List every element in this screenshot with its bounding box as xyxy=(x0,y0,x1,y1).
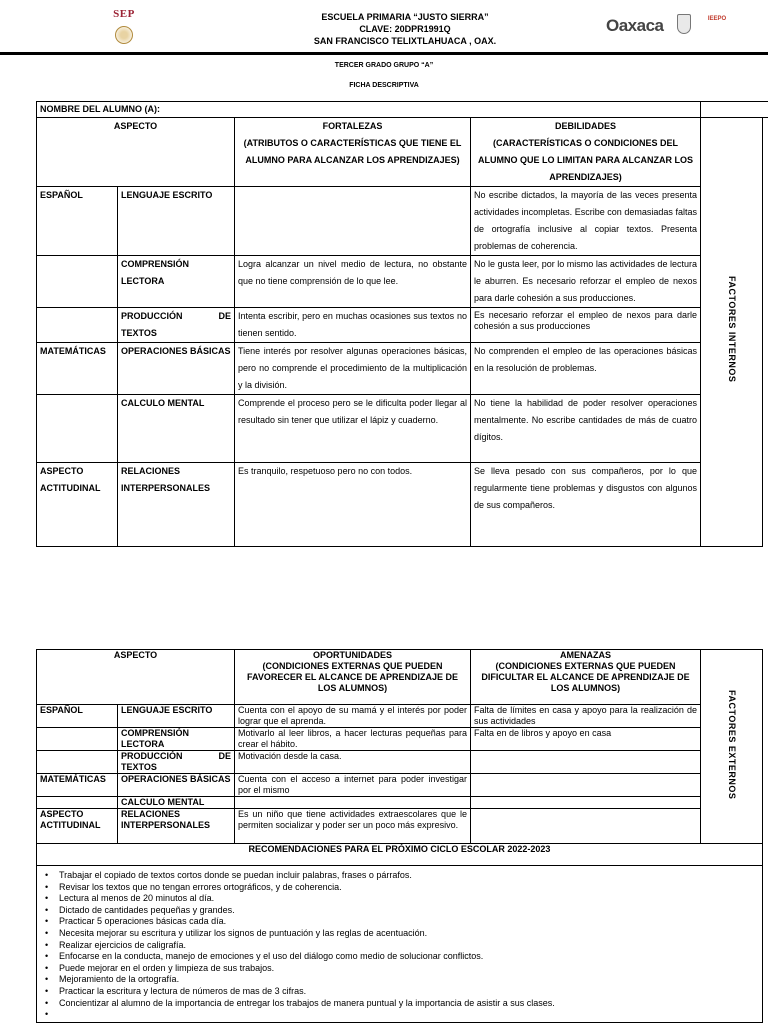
area-empty xyxy=(37,751,118,774)
header-weaknesses xyxy=(471,118,701,187)
sub-operaciones: OPERACIONES BÁSICAS xyxy=(118,774,235,797)
recommendation-item: • Concientizar al alumno de la importancia de entregar los trabajos de manera puntual y la importancia de asistir a sus clases. xyxy=(59,998,754,1010)
school-location: SAN FRANCISCO TELIXTLAHUACA , OAX. xyxy=(313,36,497,46)
opportunity-cell: Motivación desde la casa. xyxy=(235,751,471,774)
weakness-cell: Es necesario reforzar el empleo de nexos para darle cohesión a sus producciones xyxy=(471,308,701,343)
area-matematicas: MATEMÁTICAS xyxy=(37,343,118,395)
weakness-cell: No comprenden el empleo de las operaciones básicas en la resolución de problemas. xyxy=(471,343,701,395)
recommendation-item: • Puede mejorar en el orden y limpieza de sus trabajos. xyxy=(59,963,754,975)
weakness-cell: No escribe dictados, la mayoría de las veces presenta actividades incompletas. Escribe con demasiadas faltas de ortografía inclusive al copiar textos. Presenta problemas de coherencia. xyxy=(471,187,701,256)
sub-operaciones: OPERACIONES BÁSICAS xyxy=(118,343,235,395)
weakness-cell: No le gusta leer, por lo mismo las actividades de lectura le aburren. Es necesario reforzar el empleo de nexos para darle cohesión a sus producciones. xyxy=(471,256,701,308)
internal-side-cell xyxy=(701,118,763,547)
school-name: ESCUELA PRIMARIA “JUSTO SIERRA” xyxy=(321,12,489,22)
header-divider xyxy=(0,52,768,55)
opportunities-title: OPORTUNIDADES xyxy=(312,650,392,660)
area-espanol: ESPAÑOL xyxy=(37,705,118,728)
area-empty xyxy=(37,728,118,751)
weaknesses-title: DEBILIDADES xyxy=(554,121,616,131)
opportunity-cell: Motivarlo al leer libros, a hacer lecturas pequeñas para crear el hábito. xyxy=(235,728,471,751)
sub-comprension: COMPRENSIÓN LECTORA xyxy=(118,256,235,308)
weaknesses-desc: (CARACTERÍSTICAS O CONDICIONES DEL ALUMNO QUE LO LIMITAN PARA ALCANZAR LOS APRENDIZAJES) xyxy=(478,138,693,182)
threat-cell: Falta en de libros y apoyo en casa xyxy=(471,728,701,751)
strength-cell: Tiene interés por resolver algunas operaciones básicas, pero no comprende el procedimiento de la multiplicación y la división. xyxy=(235,343,471,395)
weakness-cell: Se lleva pesado con sus compañeros, por lo que regularmente tiene problemas y disgustos con algunos de sus compañeros. xyxy=(471,463,701,547)
recommendation-item: • Necesita mejorar su escritura y utilizar los signos de puntuación y las reglas de acentuación. xyxy=(59,928,754,940)
header-strengths xyxy=(235,118,471,187)
sub-lenguaje: LENGUAJE ESCRITO xyxy=(118,705,235,728)
area-actitudinal: ASPECTO ACTITUDINAL xyxy=(37,463,118,547)
threat-cell: Falta de límites en casa y apoyo para la realización de sus actividades xyxy=(471,705,701,728)
header-aspect: ASPECTO xyxy=(37,650,235,705)
recommendation-item: • Dictado de cantidades pequeñas y grandes. xyxy=(59,905,754,917)
external-side-label: FACTORES EXTERNOS xyxy=(727,690,737,800)
crest-icon xyxy=(677,14,691,34)
opportunity-cell xyxy=(235,797,471,809)
opportunities-desc: (CONDICIONES EXTERNAS QUE PUEDEN FAVORECER EL ALCANCE DE APRENDIZAJE DE LOS ALUMNOS) xyxy=(246,661,459,693)
threat-cell xyxy=(471,774,701,797)
strength-cell: Intenta escribir, pero en muchas ocasiones sus textos no tienen sentido. xyxy=(235,308,471,343)
area-empty xyxy=(37,256,118,308)
recommendation-item: • Lectura al menos de 20 minutos al día. xyxy=(59,893,754,905)
threats-desc: (CONDICIONES EXTERNAS QUE PUEDEN DIFICULTAR EL ALCANCE DE APRENDIZAJE DE LOS ALUMNOS) xyxy=(481,661,690,693)
header-aspect: ASPECTO xyxy=(37,118,235,187)
ieepo-logo-text: IEEPO xyxy=(707,16,727,22)
document-header xyxy=(0,0,768,56)
external-factors-table xyxy=(36,649,763,1023)
strength-cell xyxy=(235,187,471,256)
recommendation-item: • Revisar los textos que no tengan errores ortográficos, y de coherencia. xyxy=(59,882,754,894)
sub-comprension: COMPRENSIÓN LECTORA xyxy=(118,728,235,751)
area-matematicas: MATEMÁTICAS xyxy=(37,774,118,797)
strengths-title: FORTALEZAS xyxy=(322,121,383,131)
grade-group: TERCER GRADO GRUPO “A” xyxy=(334,62,434,69)
recommendations-title: RECOMENDACIONES PARA EL PRÓXIMO CICLO ESCOLAR 2022-2023 xyxy=(37,844,763,866)
seal-icon xyxy=(115,26,133,44)
sub-calculo: CALCULO MENTAL xyxy=(118,797,235,809)
threats-title: AMENAZAS xyxy=(560,650,611,660)
oaxaca-logo xyxy=(606,16,670,40)
area-empty xyxy=(37,395,118,463)
sub-relaciones: RELACIONES INTERPERSONALES xyxy=(118,463,235,547)
student-name-label: NOMBRE DEL ALUMNO (A): xyxy=(37,102,701,118)
sub-calculo: CALCULO MENTAL xyxy=(118,395,235,463)
header-threats xyxy=(471,650,701,705)
area-empty xyxy=(37,797,118,809)
recommendation-item: • Practicar la escritura y lectura de números de mas de 3 cifras. xyxy=(59,986,754,998)
opportunity-cell: Cuenta con el acceso a internet para poder investigar por el mismo xyxy=(235,774,471,797)
internal-factors-table xyxy=(36,101,768,118)
recommendation-item: • Enfocarse en la conducta, manejo de emociones y el uso del diálogo como medio de solucionar conflictos. xyxy=(59,951,754,963)
recommendation-item: • Mejoramiento de la ortografía. xyxy=(59,974,754,986)
recommendation-item: • Realizar ejercicios de caligrafía. xyxy=(59,940,754,952)
recommendations-list xyxy=(59,870,754,1020)
sep-logo-text: SEP xyxy=(113,8,135,20)
strength-cell: Logra alcanzar un nivel medio de lectura, no obstante que no tiene comprensión de lo que lee. xyxy=(235,256,471,308)
threat-cell xyxy=(471,809,701,844)
sub-produccion: PRODUCCIÓN DE TEXTOS xyxy=(118,751,235,774)
recommendation-item xyxy=(59,1009,754,1020)
threat-cell xyxy=(471,751,701,774)
school-code: CLAVE: 20DPR1991Q xyxy=(359,24,451,34)
sub-produccion: PRODUCCIÓN DE TEXTOS xyxy=(118,308,235,343)
weakness-cell: No tiene la habilidad de poder resolver operaciones mentalmente. No escribe cantidades de más de cuatro dígitos. xyxy=(471,395,701,463)
opportunity-cell: Es un niño que tiene actividades extraescolares que le permiten socializar y poder ser un poco más expresivo. xyxy=(235,809,471,844)
header-opportunities xyxy=(235,650,471,705)
area-espanol: ESPAÑOL xyxy=(37,187,118,256)
internal-factors-body xyxy=(36,117,763,547)
ieepo-logo xyxy=(705,16,729,36)
sub-relaciones: RELACIONES INTERPERSONALES xyxy=(118,809,235,844)
strengths-desc: (ATRIBUTOS O CARACTERÍSTICAS QUE TIENE EL ALUMNO PARA ALCANZAR LOS APRENDIZAJES) xyxy=(243,138,462,165)
school-info xyxy=(240,11,570,47)
oaxaca-logo-text: Oaxaca xyxy=(606,16,664,35)
opportunity-cell: Cuenta con el apoyo de su mamá y el interés por poder lograr que el aprenda. xyxy=(235,705,471,728)
external-side-cell xyxy=(701,650,763,844)
strength-cell: Es tranquilo, respetuoso pero no con todos. xyxy=(235,463,471,547)
recommendations-cell xyxy=(37,866,763,1023)
strength-cell: Comprende el proceso pero se le dificulta poder llegar al resultado sin tener que utilizar el lápiz y cuaderno. xyxy=(235,395,471,463)
sub-lenguaje: LENGUAJE ESCRITO xyxy=(118,187,235,256)
area-empty xyxy=(37,308,118,343)
document-title: FICHA DESCRIPTIVA xyxy=(349,82,419,89)
recommendation-item: • Trabajar el copiado de textos cortos donde se puedan incluir palabras, frases o párrafos. xyxy=(59,870,754,882)
area-actitudinal: ASPECTO ACTITUDINAL xyxy=(37,809,118,844)
sep-logo xyxy=(104,8,144,46)
student-name-field[interactable] xyxy=(701,102,768,118)
recommendation-item: • Practicar 5 operaciones básicas cada día. xyxy=(59,916,754,928)
threat-cell xyxy=(471,797,701,809)
internal-side-label: FACTORES INTERNOS xyxy=(727,275,737,383)
